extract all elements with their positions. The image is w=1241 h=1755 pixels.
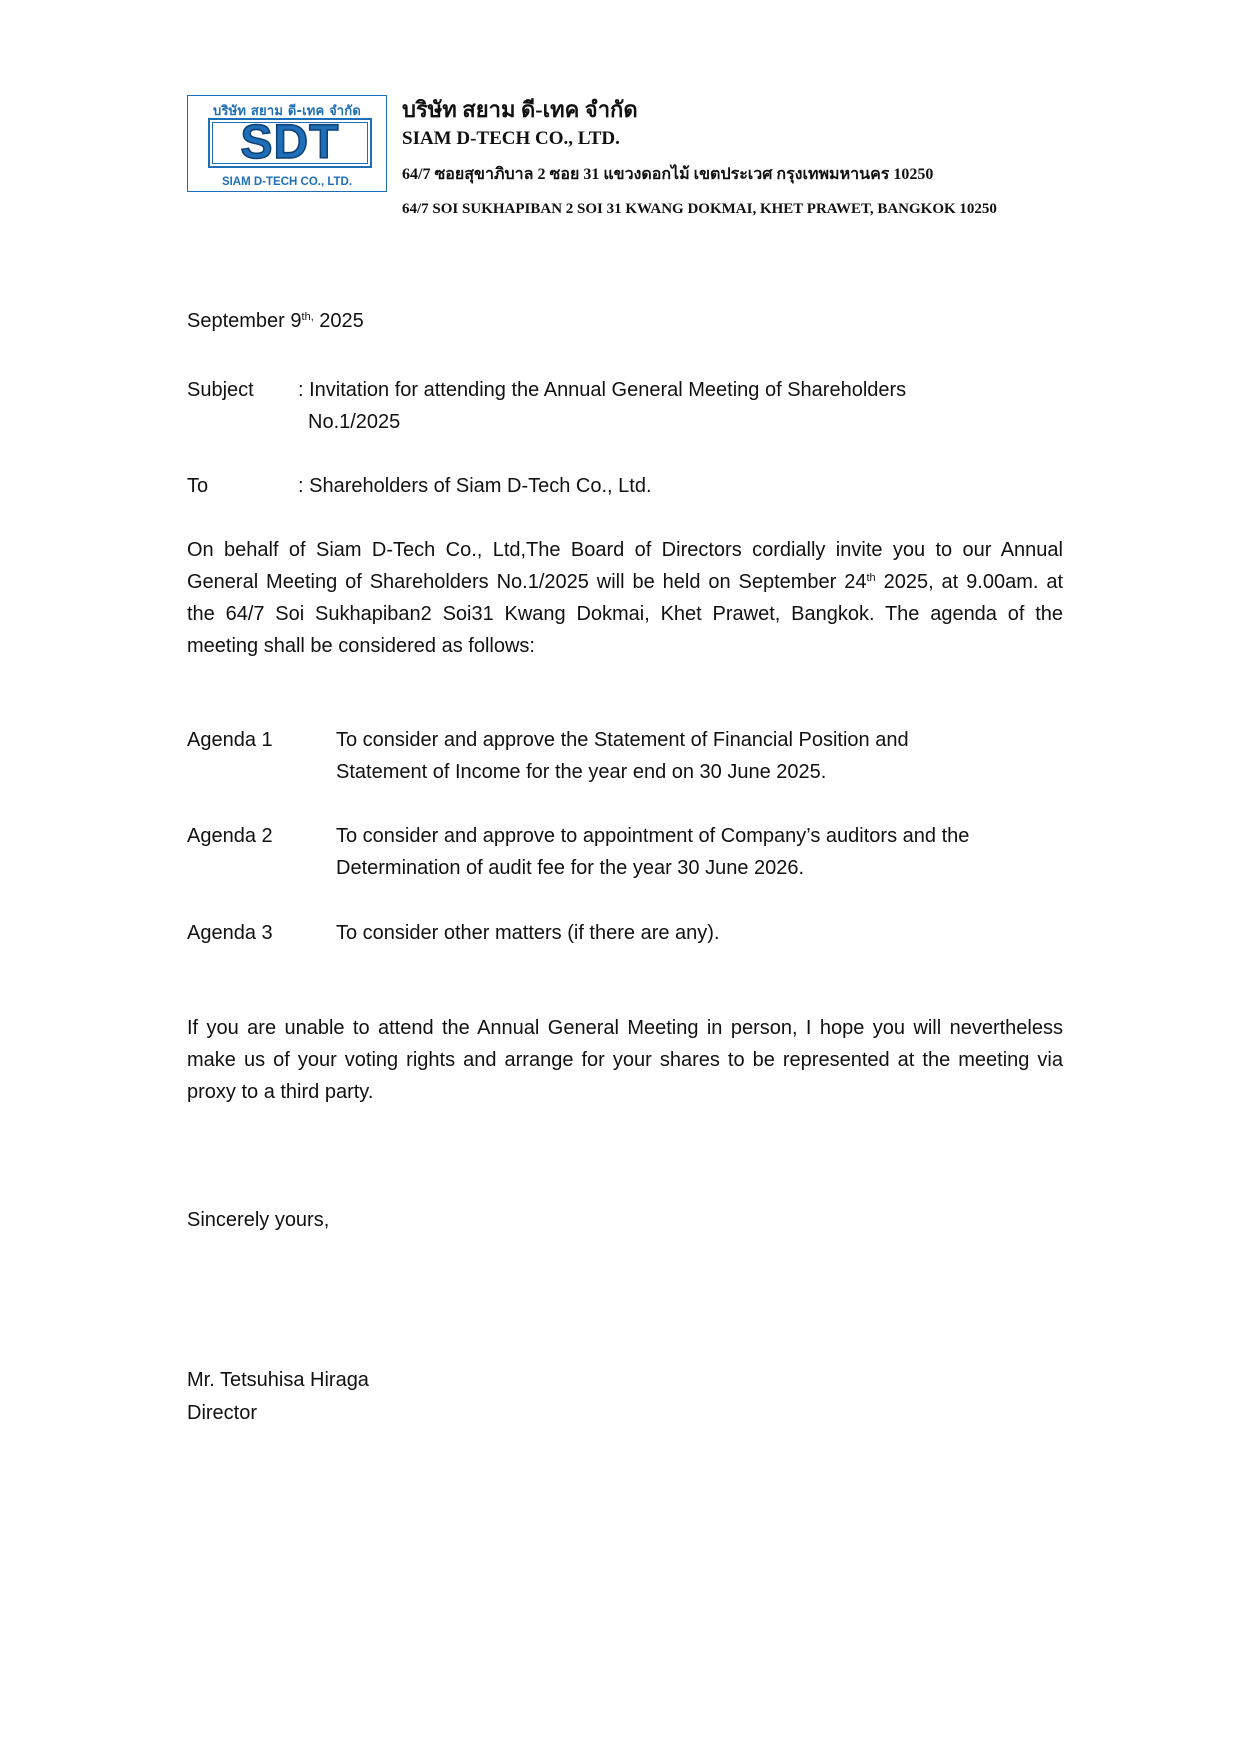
recipient-label: To bbox=[187, 475, 209, 497]
intro-text-part-2: 2025, at 9.00am. at the 64/7 Soi Sukhapiban2 Soi31 Kwang Dokmai, Khet Prawet, Bangkok. The agenda of the meeting shall be considered as follows: bbox=[187, 571, 1063, 657]
intro-text-part-1: On behalf of Siam D-Tech Co., Ltd,The Board of Directors cordially invite you to our Annual General Meeting of Shareholders No.1/2025 will be held on September 24 bbox=[187, 539, 1063, 593]
agenda-item-1-line-2: Statement of Income for the year end on 30 June 2025. bbox=[336, 761, 827, 783]
logo-emblem-frame bbox=[208, 118, 372, 168]
agenda-item-1-label: Agenda 1 bbox=[187, 729, 273, 751]
company-address-thai: 64/7 ซอยสุขาภิบาล 2 ซอย 31 แขวงดอกไม้ เขตประเวศ กรุงเทพมหานคร 10250 bbox=[402, 166, 934, 183]
logo-thai-name: บริษัท สยาม ดี-เทค จำกัด bbox=[213, 104, 361, 119]
date-year: 2025 bbox=[313, 310, 364, 332]
signer-title: Director bbox=[187, 1402, 258, 1424]
company-logo bbox=[187, 95, 387, 192]
subject-label: Subject bbox=[187, 379, 254, 401]
logo-abbreviation: SDT bbox=[240, 116, 340, 169]
agenda-item-3-line-1: To consider other matters (if there are any). bbox=[336, 922, 720, 944]
company-name-english: SIAM D-TECH CO., LTD. bbox=[402, 128, 620, 149]
recipient-value: : Shareholders of Siam D-Tech Co., Ltd. bbox=[298, 475, 652, 497]
agenda-item-2-line-2: Determination of audit fee for the year 30 June 2026. bbox=[336, 857, 805, 879]
agenda-item-3-label: Agenda 3 bbox=[187, 922, 273, 944]
subject-line-1: : Invitation for attending the Annual General Meeting of Shareholders bbox=[298, 379, 907, 401]
closing-salutation: Sincerely yours, bbox=[187, 1209, 330, 1231]
agenda-item-2-line-1: To consider and approve to appointment of Company’s auditors and the bbox=[336, 825, 970, 847]
subject-line-2: No.1/2025 bbox=[308, 411, 401, 433]
date-suffix: th, bbox=[301, 311, 314, 323]
company-name-thai: บริษัท สยาม ดี-เทค จำกัด bbox=[402, 97, 638, 122]
intro-ordinal-suffix: th bbox=[866, 572, 876, 584]
letter-date bbox=[187, 305, 364, 337]
agenda-item-2-label: Agenda 2 bbox=[187, 825, 273, 847]
date-month-day: September 9 bbox=[187, 310, 302, 332]
signer-name: Mr. Tetsuhisa Hiraga bbox=[187, 1369, 369, 1391]
intro-paragraph bbox=[187, 534, 1063, 662]
logo-english-name: SIAM D-TECH CO., LTD. bbox=[221, 176, 353, 188]
company-address-english: 64/7 SOI SUKHAPIBAN 2 SOI 31 KWANG DOKMAI, KHET PRAWET, BANGKOK 10250 bbox=[402, 201, 997, 217]
proxy-paragraph: If you are unable to attend the Annual General Meeting in person, I hope you will nevertheless make us of your voting rights and arrange for your shares to be represented at the meeting via proxy to a third party. bbox=[187, 1017, 1063, 1103]
agenda-item-1-line-1: To consider and approve the Statement of Financial Position and bbox=[336, 729, 909, 751]
